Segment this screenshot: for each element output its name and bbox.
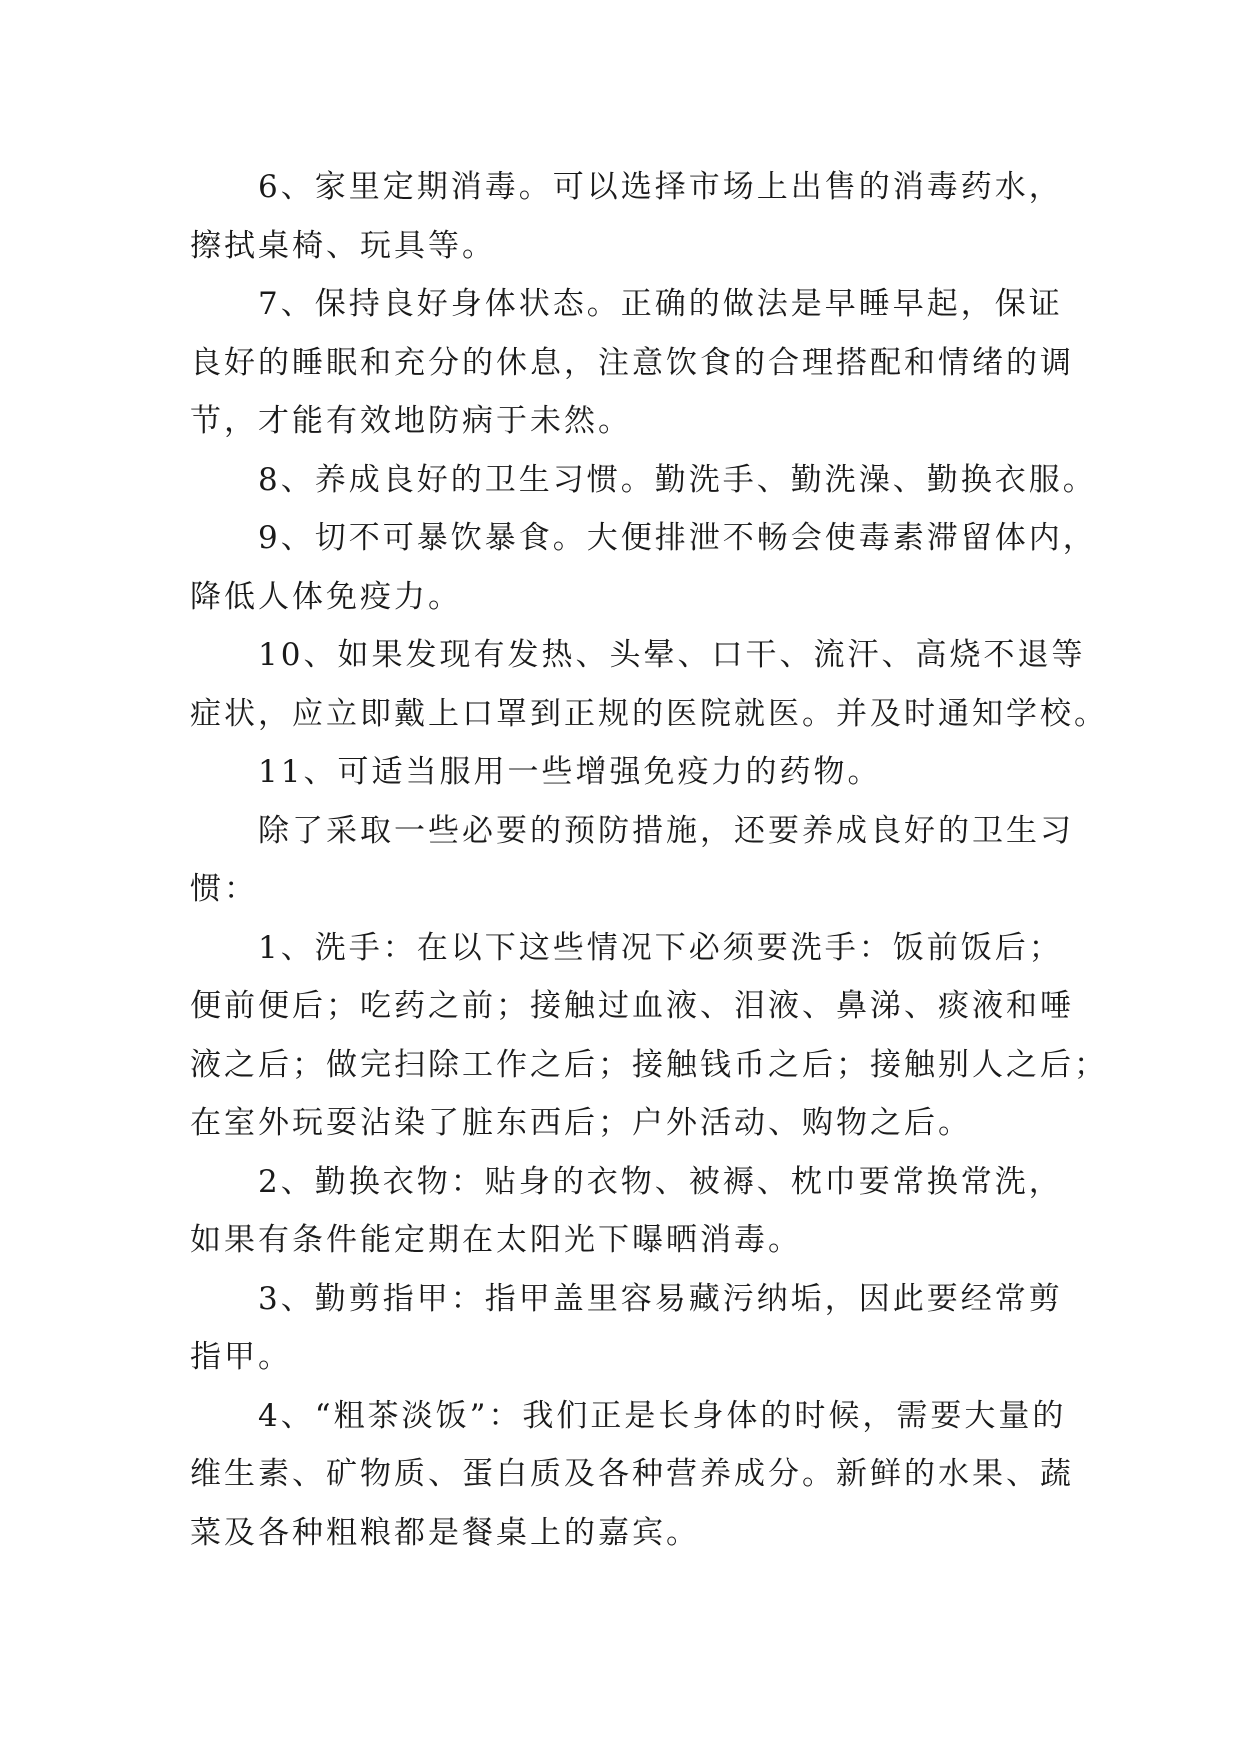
text-line: 9、切不可暴饮暴食。大便排泄不畅会使毒素滞留体内， [258,520,1097,556]
text-line: 2、勤换衣物：贴身的衣物、被褥、枕巾要常换常洗， [258,1163,1063,1200]
text-line: 1、洗手：在以下这些情况下必须要洗手：饭前饭后； [258,929,1063,966]
paragraph-habits-intro [190,802,1074,919]
text-line: 擦拭桌椅、玩具等。 [190,227,496,264]
paragraph-7-health [190,275,1074,451]
paragraph-8-hygiene [190,451,1097,510]
text-line: 良好的睡眠和充分的休息，注意饮食的合理搭配和情绪的调 [190,344,1074,381]
text-line: 便前便后；吃药之前；接触过血液、泪液、鼻涕、痰液和唾 [190,988,1074,1024]
document-body [190,158,1108,1562]
text-line: 4、“粗茶淡饭”：我们正是长身体的时候，需要大量的 [258,1397,1067,1434]
text-line: 惯： [190,871,258,907]
text-line: 如果有条件能定期在太阳光下曝晒消毒。 [190,1222,802,1258]
paragraph-habit-3-nails [190,1270,1070,1387]
paragraph-habit-1-handwash [190,919,1108,1153]
text-line: 7、保持良好身体状态。正确的做法是早睡早起，保证 [258,286,1063,322]
text-line: 菜及各种粗粮都是餐桌上的嘉宾。 [190,1514,700,1551]
paragraph-10-symptoms [190,626,1108,743]
text-line: 除了采取一些必要的预防措施，还要养成良好的卫生习 [258,812,1074,849]
text-line: 3、勤剪指甲：指甲盖里容易藏污纳垢，因此要经常剪 [258,1280,1063,1317]
text-line: 8、养成良好的卫生习惯。勤洗手、勤洗澡、勤换衣服。 [258,461,1097,498]
paragraph-habit-2-clothes [190,1153,1070,1270]
text-line: 10、如果发现有发热、头晕、口干、流汗、高烧不退等 [258,637,1086,673]
text-line: 6、家里定期消毒。可以选择市场上出售的消毒药水， [258,169,1063,205]
text-line: 症状，应立即戴上口罩到正规的医院就医。并及时通知学校。 [190,695,1108,732]
text-line: 11、可适当服用一些增强免疫力的药物。 [258,754,882,790]
paragraph-11-medicine [190,743,1070,802]
text-line: 节，才能有效地防病于未然。 [190,403,632,439]
text-line: 液之后；做完扫除工作之后；接触钱币之后；接触别人之后； [190,1046,1108,1083]
text-line: 维生素、矿物质、蛋白质及各种营养成分。新鲜的水果、蔬 [190,1456,1074,1492]
text-line: 在室外玩耍沾染了脏东西后；户外活动、购物之后。 [190,1105,972,1141]
paragraph-6-disinfect [190,158,1070,275]
paragraph-9-diet [190,509,1097,626]
text-line: 指甲。 [190,1339,292,1375]
paragraph-habit-4-diet [190,1387,1074,1563]
text-line: 降低人体免疫力。 [190,578,462,615]
